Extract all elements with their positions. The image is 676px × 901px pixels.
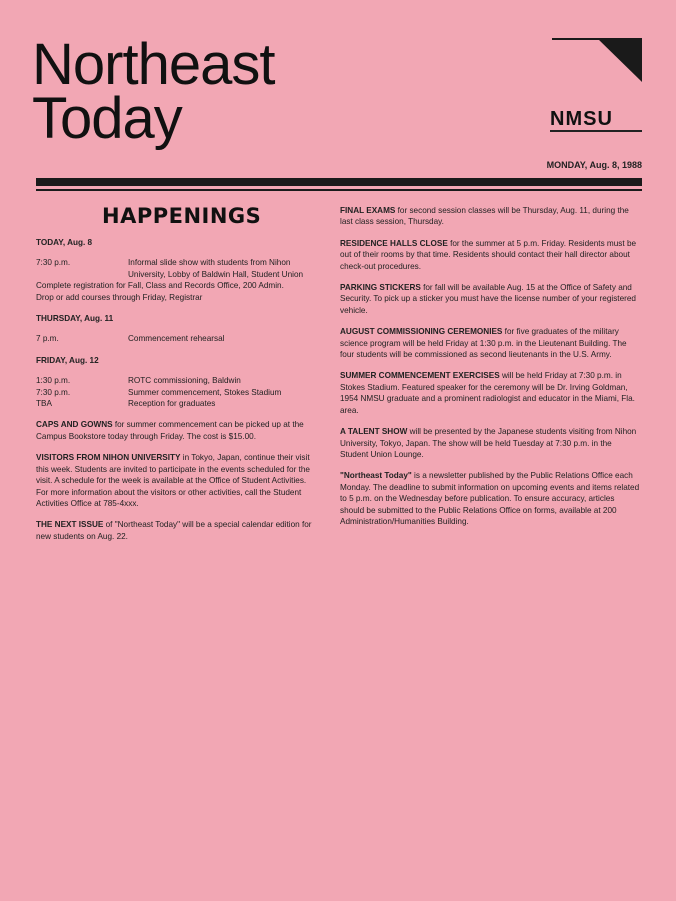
logo-underline — [550, 130, 642, 132]
masthead-title-line-2: Today — [32, 86, 182, 151]
event-time: 7:30 p.m. — [36, 387, 71, 397]
news-item — [340, 426, 640, 460]
news-item-lead: VISITORS FROM NIHON UNIVERSITY — [36, 453, 181, 463]
event-description: ROTC commissioning, Baldwin — [128, 376, 241, 386]
issue-date: MONDAY, Aug. 8, 1988 — [546, 160, 642, 170]
event-description: Complete registration for Fall, Class and Records Office, 200 Admin. — [36, 281, 284, 291]
news-item-text: for the summer at 5 p.m. Friday. Residents must be out of their rooms by that time. Residents should contact their hall director about check-out procedures. — [340, 238, 637, 271]
news-item — [340, 205, 640, 228]
left-column — [36, 203, 314, 552]
news-item — [340, 238, 640, 272]
event-description: Summer commencement, Stokes Stadium — [128, 387, 282, 397]
event-description: Reception for graduates — [128, 399, 216, 409]
news-item — [340, 370, 640, 416]
today-schedule — [36, 237, 314, 303]
event-description: Drop or add courses through Friday, Registrar — [36, 292, 203, 302]
schedule-row — [36, 398, 314, 409]
news-item-text: is a newsletter published by the Public Relations Office each Monday. The deadline to submit information on upcoming events and items related to 5 p.m. on the Wednesday before publication. To ensure accuracy, articles should be submitted to the Public Relations Office on forms, available at 200 Administration/Humanities Building. — [340, 471, 640, 526]
news-item-text: in Tokyo, Japan, continue their visit this week. Students are invited to participate in the events scheduled for the visit. A schedule for the week is available at the Office of Student Activities. For more information about the visitors or other activities, call the Student Activities Office at 785-4xxx. — [36, 453, 310, 508]
news-item-text: will be held Friday at 7:30 p.m. in Stokes Stadium. Featured speaker for the ceremony will be Dr. Irving Goldman, 1954 NMSU graduate and a prominent radiologist and educator in the Miami, Fla. area. — [340, 371, 635, 415]
news-item — [340, 282, 640, 316]
news-item-text: for fall will be available Aug. 15 at the Office of Safety and Security. To pick up a sticker you must have the license number of your registered vehicle. — [340, 283, 636, 315]
event-time: 7 p.m. — [36, 334, 59, 344]
news-item-text: of "Northeast Today" will be a special calendar edition for new students on Aug. 22. — [36, 520, 312, 541]
event-time: 7:30 p.m. — [36, 258, 71, 268]
news-item-lead: RESIDENCE HALLS CLOSE — [340, 238, 448, 248]
event-description: Informal slide show with students from Nihon University, Lobby of Baldwin Hall, Student Union — [128, 258, 304, 279]
schedule-row — [36, 387, 314, 398]
right-column — [340, 205, 640, 537]
thursday-schedule — [36, 313, 314, 345]
news-item-lead: SUMMER COMMENCEMENT EXERCISES — [340, 371, 500, 381]
news-item-lead: THE NEXT ISSUE — [36, 520, 104, 530]
news-item-text: for second session classes will be Thursday, Aug. 11, during the last class session, Thursday. — [340, 206, 629, 227]
news-item — [36, 419, 314, 442]
nmsu-logo: NMSU — [550, 108, 613, 130]
event-time: 1:30 p.m. — [36, 376, 71, 386]
masthead-title — [32, 32, 275, 151]
section-title: HAPPENINGS — [102, 204, 262, 228]
event-description: Commencement rehearsal — [128, 334, 225, 344]
day-heading: THURSDAY, Aug. 11 — [36, 314, 114, 324]
news-item-lead: FINAL EXAMS — [340, 206, 396, 215]
news-item-lead: "Northeast Today" — [340, 471, 412, 481]
schedule-row — [36, 375, 314, 386]
news-item — [340, 470, 640, 527]
news-item-lead: CAPS AND GOWNS — [36, 420, 113, 430]
news-item-text: for summer commencement can be picked up at the Campus Bookstore today through Friday. The cost is $15.00. — [36, 420, 304, 441]
friday-schedule — [36, 355, 314, 410]
news-item — [340, 326, 640, 360]
day-heading: TODAY, Aug. 8 — [36, 238, 93, 247]
news-item-lead: A TALENT SHOW — [340, 427, 408, 437]
news-item — [36, 452, 314, 509]
news-item-lead: AUGUST COMMISSIONING CEREMONIES — [340, 327, 503, 337]
news-item-text: will be presented by the Japanese students visiting from Nihon University, Tokyo, Japan. The show will be held Tuesday at 7:30 p.m. in the Student Union Lounge. — [340, 427, 637, 459]
news-item — [36, 519, 314, 542]
news-item-lead: PARKING STICKERS — [340, 283, 421, 293]
masthead-title-line-1: Northeast — [32, 32, 275, 97]
schedule-row — [36, 333, 314, 344]
header-rule-thick — [36, 178, 642, 186]
schedule-row — [36, 257, 314, 280]
nmsu-logo-triangle-icon — [552, 38, 642, 82]
event-time: TBA — [36, 399, 52, 409]
header-rule-thin — [36, 189, 642, 191]
news-item-text: for five graduates of the military science program will be held Friday at 1:30 p.m. in the Lieutenant Building. The four students will be commissioned as second lieutenants in the U.S. Army. — [340, 327, 627, 360]
day-heading: FRIDAY, Aug. 12 — [36, 355, 99, 365]
